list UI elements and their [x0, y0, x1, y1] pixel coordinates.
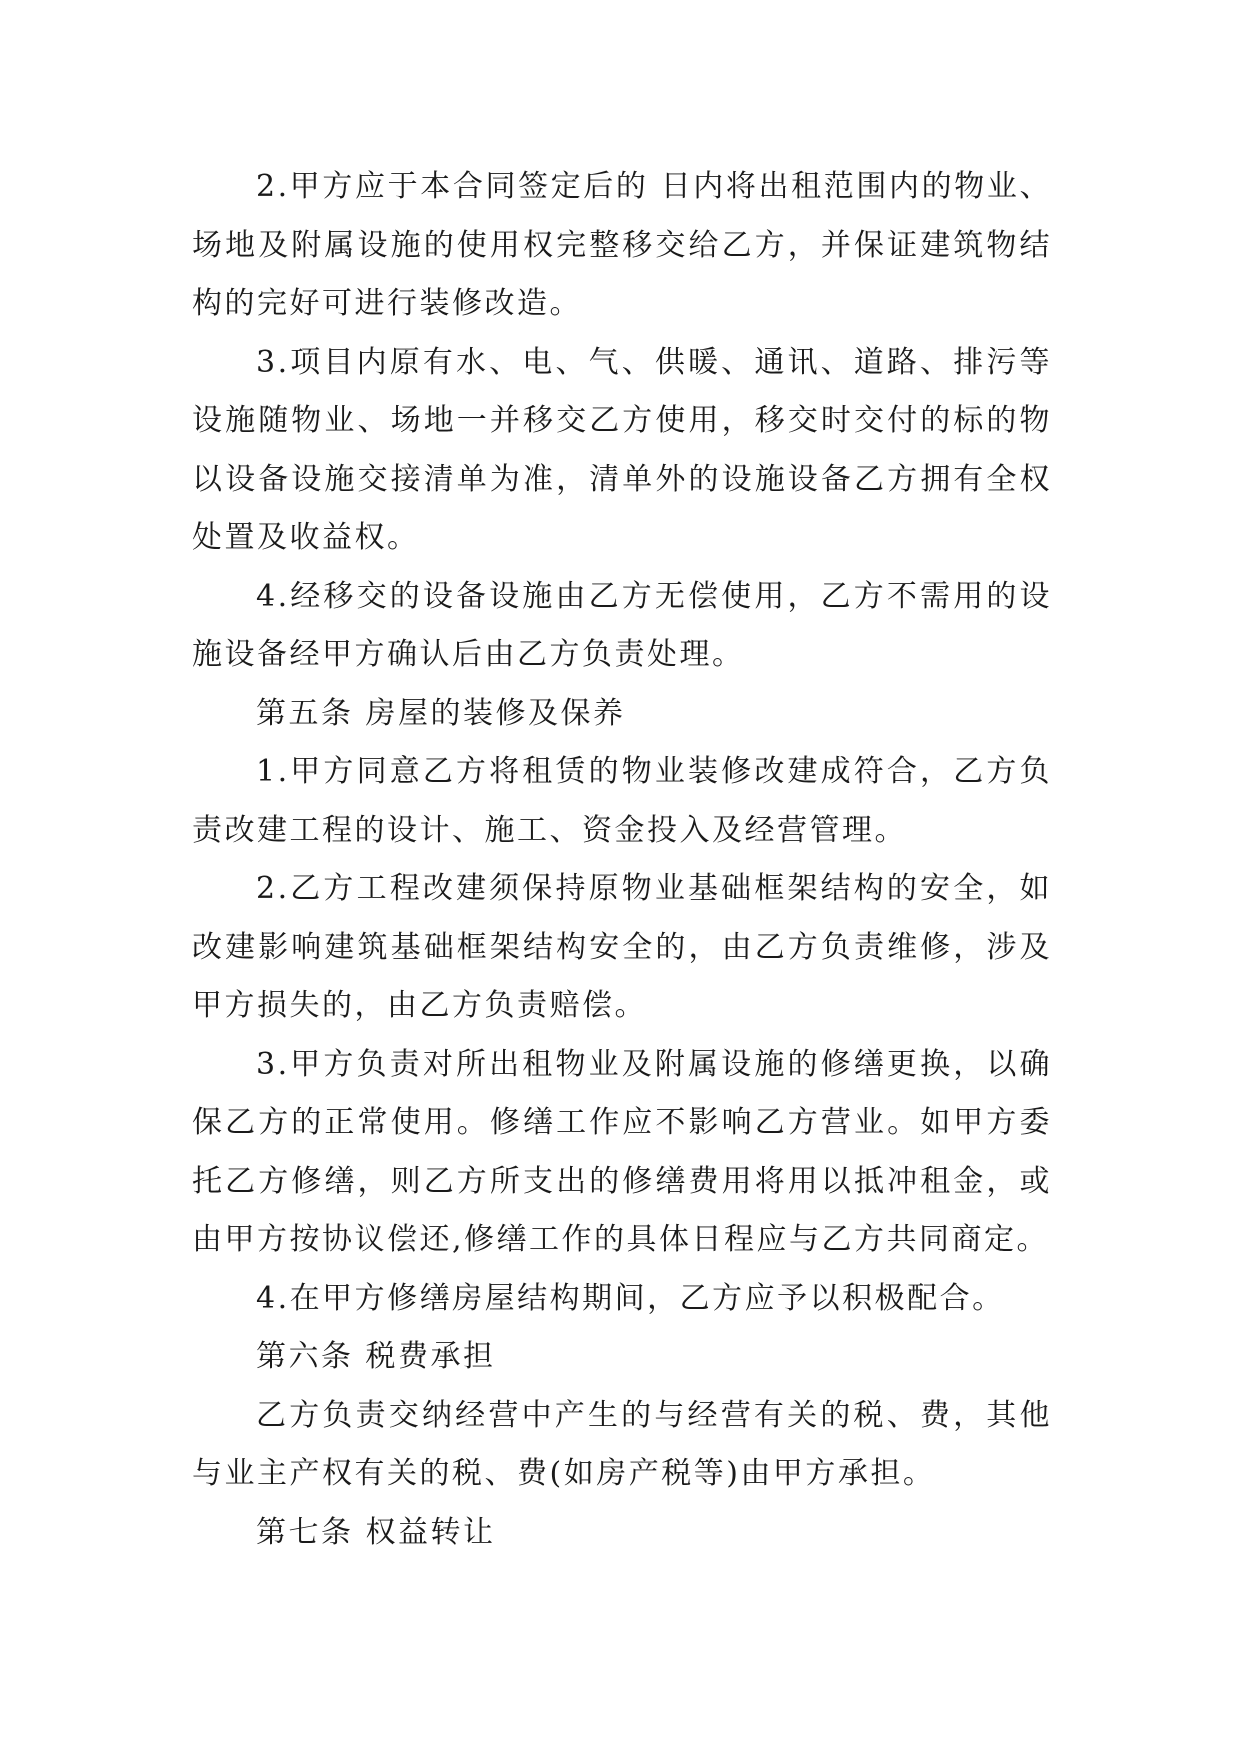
clause-6-body: 乙方负责交纳经营中产生的与经营有关的税、费，其他与业主产权有关的税、费(如房产税等)由甲方承担。	[192, 1397, 1052, 1491]
clause-4-item-3: 3.项目内原有水、电、气、供暖、通讯、道路、排污等设施随物业、场地一并移交乙方使用，移交时交付的标的物以设备设施交接清单为准，清单外的设施设备乙方拥有全权处置及收益权。	[192, 344, 1052, 555]
clause-6-heading: 第六条 税费承担	[256, 1339, 496, 1374]
document-body	[192, 158, 1052, 1562]
clause-5-item-1: 1.甲方同意乙方将租赁的物业装修改建成符合，乙方负责改建工程的设计、施工、资金投入及经营管理。	[192, 754, 1052, 848]
clause-5-item-4: 4.在甲方修缮房屋结构期间，乙方应予以积极配合。	[256, 1280, 1005, 1316]
clause-5-item-3: 3.甲方负责对所出租物业及附属设施的修缮更换，以确保乙方的正常使用。修缮工作应不影响乙方营业。如甲方委托乙方修缮，则乙方所支出的修缮费用将用以抵冲租金，或由甲方按协议偿还,修缮工作的具体日程应与乙方共同商定。	[192, 1046, 1052, 1257]
clause-5-heading: 第五条 房屋的装修及保养	[256, 695, 626, 731]
clause-7-heading: 第七条 权益转让	[256, 1514, 496, 1550]
clause-4-item-2: 2.甲方应于本合同签定后的 日内将出租范围内的物业、场地及附属设施的使用权完整移交给乙方，并保证建筑物结构的完好可进行装修改造。	[192, 169, 1052, 321]
clause-5-item-2: 2.乙方工程改建须保持原物业基础框架结构的安全，如改建影响建筑基础框架结构安全的，由乙方负责维修，涉及甲方损失的，由乙方负责赔偿。	[192, 871, 1052, 1023]
clause-4-item-4: 4.经移交的设备设施由乙方无偿使用，乙方不需用的设施设备经甲方确认后由乙方负责处理。	[192, 578, 1052, 672]
